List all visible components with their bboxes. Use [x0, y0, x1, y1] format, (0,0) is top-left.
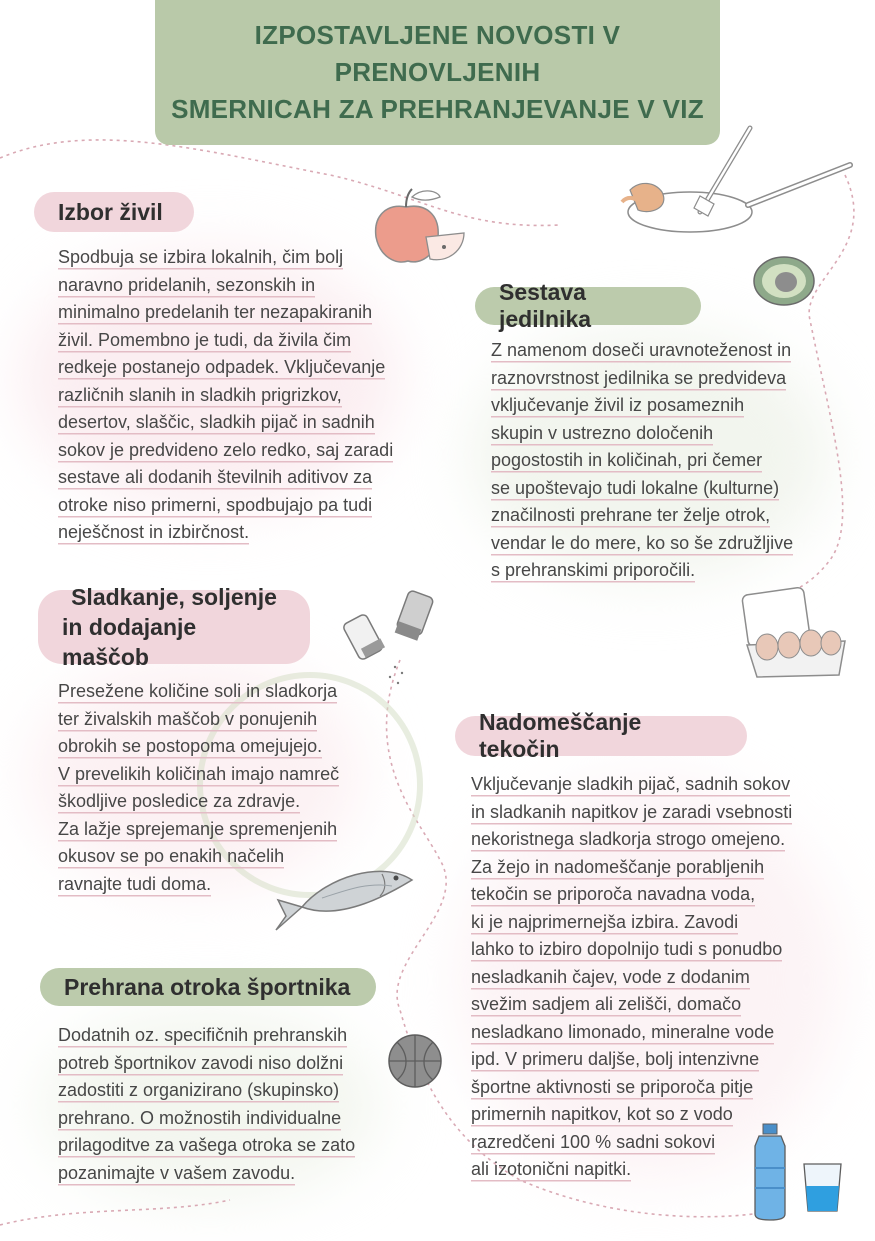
- heading-izbor-zivil-text: Izbor živil: [58, 198, 163, 225]
- water-bottle-icon: [745, 1122, 795, 1222]
- text-line: pogostostih in količinah, pri čemer: [491, 447, 762, 475]
- text-prehrana-sportnika: [58, 1022, 355, 1187]
- heading-sestava-jedilnika: [475, 279, 701, 332]
- text-line: prehrano. O možnostih individualne: [58, 1105, 341, 1133]
- text-line: se upoštevajo tudi lokalne (kulturne): [491, 475, 779, 503]
- text-line: raznovrstnost jedilnika se predvideva: [491, 365, 786, 393]
- text-line: desertov, slaščic, sladkih pijač in sadnih: [58, 409, 375, 437]
- text-line: vendar le do mere, ko so še združljive: [491, 530, 793, 558]
- text-line: značilnosti prehrane ter želje otrok,: [491, 502, 770, 530]
- text-line: prilagoditve za vašega otroka se zato: [58, 1132, 355, 1160]
- text-line: Presežene količine soli in sladkorja: [58, 678, 337, 706]
- text-line: Vključevanje sladkih pijač, sadnih sokov: [471, 771, 790, 799]
- text-line: Za žejo in nadomeščanje porabljenih: [471, 854, 764, 882]
- text-line: potreb športnikov zavodi niso dolžni: [58, 1050, 343, 1078]
- text-nadomescanje-tekocin: [471, 771, 792, 1184]
- text-line: in sladkanih napitkov je zaradi vsebnosti: [471, 799, 792, 827]
- heading-prehrana-sportnika: [40, 968, 376, 1006]
- heading-sestava-jedilnika-text: Sestava jedilnika: [499, 279, 592, 332]
- text-line: lahko to izbiro dopolnijo tudi s ponudbo: [471, 936, 782, 964]
- frying-pan-icon: [610, 120, 860, 245]
- avocado-icon: [750, 252, 820, 310]
- text-izbor-zivil: [58, 244, 393, 547]
- text-line: redkeje postanejo odpadek. Vključevanje: [58, 354, 385, 382]
- text-line: različnih slanih in sladkih prigrizkov,: [58, 382, 342, 410]
- text-line: minimalno predelanih ter nezapakiranih: [58, 299, 372, 327]
- text-line: Spodbuja se izbira lokalnih, čim bolj: [58, 244, 343, 272]
- text-line: tekočin se priporoča navadna voda,: [471, 881, 755, 909]
- text-line: pozanimajte v vašem zavodu.: [58, 1160, 295, 1188]
- text-line: Z namenom doseči uravnoteženost in: [491, 337, 791, 365]
- text-line: ravnajte tudi doma.: [58, 871, 211, 899]
- egg-carton-icon: [735, 583, 855, 683]
- text-line: svežim sadjem ali zelišči, domačo: [471, 991, 741, 1019]
- heading-sladkanje-line-1: Sladkanje, soljenje: [71, 584, 277, 610]
- text-line: nesladkanih čajev, vode z dodanim: [471, 964, 750, 992]
- heading-nadomescanje-tekocin: [455, 709, 747, 762]
- text-line: s prehranskimi priporočili.: [491, 557, 695, 585]
- text-line: živil. Pomembno je tudi, da živila čim: [58, 327, 351, 355]
- text-line: nekoristnega sladkorja strogo omejeno.: [471, 826, 785, 854]
- text-line: ipd. V primeru daljše, bolj intenzivne: [471, 1046, 759, 1074]
- text-line: sokov je predvideno zelo redko, saj zaradi: [58, 437, 393, 465]
- text-line: nesladkano limonado, mineralne vode: [471, 1019, 774, 1047]
- text-line: Za lažje sprejemanje spremenjenih: [58, 816, 337, 844]
- text-line: okusov se po enakih načelih: [58, 843, 284, 871]
- text-line: sestave ali dodanih številnih aditivov za: [58, 464, 372, 492]
- text-line: športne aktivnosti se priporoča pitje: [471, 1074, 753, 1102]
- text-line: ter živalskih maščob v ponujenih: [58, 706, 317, 734]
- fish-icon: [272, 852, 422, 937]
- heading-prehrana-sportnika-text: Prehrana otroka športnika: [64, 973, 351, 1000]
- apple-icon: [368, 185, 468, 275]
- text-line: razredčeni 100 % sadni sokovi: [471, 1129, 715, 1157]
- text-line: Dodatnih oz. specifičnih prehranskih: [58, 1022, 347, 1050]
- text-line: otroke niso primerni, spodbujajo pa tudi: [58, 492, 372, 520]
- text-line: obrokih se postopoma omejujejo.: [58, 733, 322, 761]
- text-line: vključevanje živil iz posameznih: [491, 392, 744, 420]
- basketball-icon: [385, 1030, 445, 1092]
- text-sestava-jedilnika: [491, 337, 793, 585]
- page-title-line-2: SMERNICAH ZA PREHRANJEVANJE V VIZ: [171, 94, 704, 124]
- heading-izbor-zivil: [34, 192, 194, 232]
- heading-sladkanje-line-2: in dodajanje maščob: [62, 614, 197, 670]
- water-glass-icon: [800, 1160, 845, 1215]
- text-line: zadostiti z organizirano (skupinsko): [58, 1077, 339, 1105]
- text-line: ali izotonični napitki.: [471, 1156, 631, 1184]
- text-line: ki je najprimernejša izbira. Zavodi: [471, 909, 738, 937]
- text-line: skupin v ustrezno določenih: [491, 420, 713, 448]
- text-line: neješčnost in izbirčnost.: [58, 519, 249, 547]
- text-line: primernih napitkov, kot so z vodo: [471, 1101, 733, 1129]
- text-line: naravno pridelanih, sezonskih in: [58, 272, 315, 300]
- heading-sladkanje-soljenje: [38, 584, 310, 670]
- heading-nadomescanje-text: Nadomeščanje tekočin: [479, 709, 642, 762]
- page-title-line-1: IZPOSTAVLJENE NOVOSTI V PRENOVLJENIH: [254, 20, 621, 87]
- salt-pepper-icon: [340, 585, 440, 690]
- text-line: V prevelikih količinah imajo namreč: [58, 761, 339, 789]
- text-line: škodljive posledice za zdravje.: [58, 788, 300, 816]
